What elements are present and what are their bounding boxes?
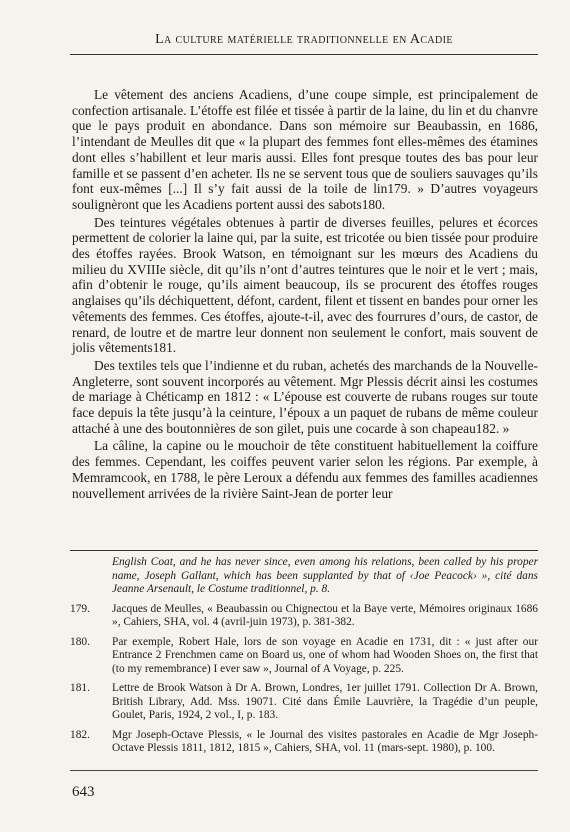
footnote bbox=[70, 636, 538, 677]
footnote bbox=[70, 729, 538, 756]
bottom-rule bbox=[70, 770, 538, 771]
footnote bbox=[70, 603, 538, 630]
main-text bbox=[72, 87, 538, 503]
paragraph: Le vêtement des anciens Acadiens, d’une coupe simple, est principalement de confection artisanale. L’étoffe est filée et tissée à partir de la laine, du lin et du chanvre que le pays produit en abondance. Dans son mémoire sur Beaubassin, en 1686, l’intendant de Meulles dit que « la plupart des femmes font elles-mêmes des étamines dont elles s’habillent et leur maris aussi. Elles font presque toutes des bas pour leur famille et se passent d’en acheter. Ils ne se servent tous que de souliers sauvages qu’ils font eux-mêmes [...] Il s’y fait aussi de la toile de lin179. » D’autres voyageurs soulignèront que les Acadiens portent aussi des sabots180. bbox=[72, 87, 538, 212]
paragraph: Des textiles tels que l’indienne et du ruban, achetés des marchands de la Nouvelle-Angleterre, sont souvent incorporés au vêtement. Mgr Plessis décrit ainsi les costumes de mariage à Chéticamp en 1812 : « L’épouse est couverte de rubans rouges sur toute face depuis la tête jusqu’à la ceinture, l’époux a un paquet de rubans de même couleur attaché à une des boutonnières de son gilet, puis une cocarde à son chapeau182. » bbox=[72, 357, 538, 436]
footnote-text: Mgr Joseph-Octave Plessis, « le Journal des visites pastorales en Acadie de Mgr Joseph-Octave Plessis 1811, 1812, 1815 », Cahiers, SHA, vol. 11 (mars-sept. 1980), p. 100. bbox=[112, 728, 538, 754]
footnote-number: 180. bbox=[70, 635, 90, 648]
running-head: La culture matérielle traditionnelle en Acadie bbox=[155, 32, 453, 47]
header-rule bbox=[70, 54, 538, 55]
footnote bbox=[70, 682, 538, 723]
footnotes bbox=[70, 556, 538, 762]
footnote-number: 181. bbox=[70, 682, 90, 694]
footnote-continuation: English Coat, and he has never since, even among his relations, been called by his proper name, Joseph Gallant, which has been supplanted by that of ‹Joe Peacock› », cité dans Jeanne Arsenault, le Costume traditionnel, p. 8. bbox=[112, 556, 538, 595]
footnote-number: 179. bbox=[70, 602, 90, 615]
page-number: 643 bbox=[72, 784, 95, 800]
footnote-text: Par exemple, Robert Hale, lors de son voyage en Acadie en 1731, dit : « just after our Entrance 2 Frenchmen came on Board us, one of whom had Wooden Shoes on, the first that (to my remembrance) I ever saw », Journal of A Voyage, p. 225. bbox=[112, 635, 538, 675]
footnote-text: Jacques de Meulles, « Beaubassin ou Chignectou et la Baye verte, Mémoires originaux 1686 », Cahiers, SHA, vol. 4 (avril-juin 1973), p. 381-382. bbox=[112, 602, 538, 628]
footnote-text: Lettre de Brook Watson à Dr A. Brown, Londres, 1er juillet 1791. Collection Dr A. Brown, British Library, Add. Mss. 19071. Cité dans Émile Lauvrière, la Tragédie d’un peuple, Goulet, Paris, 1924, 2 vol., I, p. 183. bbox=[112, 682, 538, 721]
footnote-rule bbox=[70, 550, 538, 551]
paragraph: La câline, la capine ou le mouchoir de tête constituent habituellement la coiffure des femmes. Cependant, les coiffes peuvent varier selon les régions. Par exemple, à Memramcook, en 1788, le père Leroux a défendu aux femmes des familles acadiennes nouvellement arrivées de la rivière Saint-Jean de porter leur bbox=[72, 438, 538, 501]
footnote-number: 182. bbox=[70, 728, 90, 741]
paragraph: Des teintures végétales obtenues à partir de diverses feuilles, pelures et écorces permettent de colorier la laine qui, par la suite, est tricotée ou bien tissée pour produire des étoffes rayées. Brook Watson, en témoignant sur les mœurs des Acadiens du milieu du XVIIIe siècle, dit qu’ils n’ont d’autres teintures que le noir et le vert ; mais, afin d’obtenir le rouge, qu’ils aiment beaucoup, ils se procurent des étoffes rouges anglaises qu’ils déchiquettent, défont, cardent, filent et tissent en bandes pour orner les vêtements des femmes. Ces étoffes, ajoute-t-il, avec des fourrures d’ours, de castor, de renard, de loutre et de martre leur donnent non seulement le confort, mais souvent de jolis vêtements181. bbox=[72, 214, 538, 356]
